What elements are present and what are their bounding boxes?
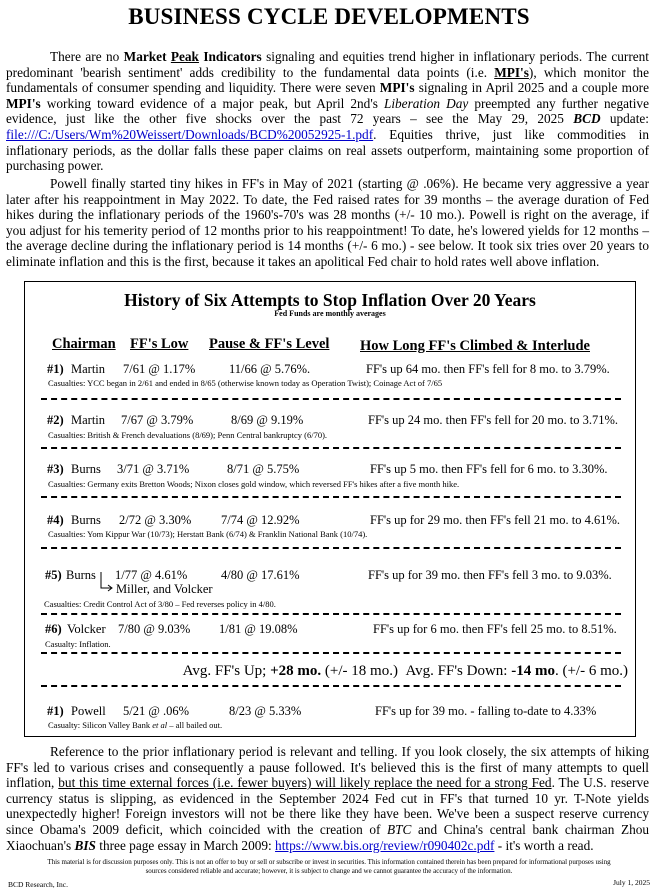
page-title: BUSINESS CYCLE DEVELOPMENTS (128, 4, 530, 29)
casualties-note: Casualties: British & French devaluations (8/69); Penn Central bankruptcy (6/70). (48, 430, 328, 440)
row-divider (41, 613, 621, 615)
powell-paragraph: Powell finally started tiny hikes in FF's in May of 2021 (starting @ .06%). He became very aggressive a year later after his reappointment in May 2022. To date, the Fed raised rates for 39 months – the average duration of Fed hikes during the inflationary periods of the 1960's-70's was 28 months (+/- 10 mo.). Powell is right on the average, if you adjust for his temerity period of 12 months prior to his reappointment! To date, he's lowered yields for 12 months – the average decline during the inflationary period is 14 months (+/- 6 mo.) - see below. It took six tries over 20 years to eliminate inflation and this is the first, because it takes an apolitical Fed chair to hold rates well above inflation. (6, 176, 649, 269)
casualties-note: Casualties: YCC began in 2/61 and ended in 8/65 (otherwise known today as Operation Twist); Coinage Act of 7/65 (48, 378, 443, 388)
row-divider (41, 496, 621, 498)
row-divider (41, 447, 621, 449)
row-divider (41, 547, 621, 549)
row-divider (41, 685, 621, 687)
publication-date: July 1, 2025 (613, 878, 650, 887)
header-chairman: Chairman (52, 336, 116, 352)
bcd-update-link[interactable]: file:///C:/Users/Wm%20Weissert/Downloads/BCD%20052925-1.pdf (6, 126, 374, 142)
table-subtitle: Fed Funds are monthly averages (274, 309, 386, 318)
reference-paragraph: Reference to the prior inflationary period is relevant and telling. If you look closely, the six attempts of hiking FF's led to various crises and consequently a pause followed. It's believed this is the first of many attempts to quell inflation, but this time external forces (i.e. fewer buyers) will likely replace the need for a strong Fed. The U.S. reserve currency status is slipping, as evidenced in the September 2024 Fed cut in FF's that turned 10 yr. T-Note yields unexpectedly higher! Foreign investors will not be there like they have been. We've been a suspect reserve currency since Obama's 2009 deficit, which coincided with the creation of BTC and China's central bank chairman Zhou Xiaochuan's BIS three page essay in March 2009: https://www.bis.org/review/r090402c.pdf - it's worth a read. (6, 744, 650, 853)
average-summary: Avg. FF's Up; +28 mo. (+/- 18 mo.) Avg. FF's Down: -14 mo. (+/- 6 mo.) (182, 663, 628, 679)
disclaimer: This material is for discussion purposes only. This is not an offer to buy or sell or subscribe or invest in securities. This information contained therein has been prepared for informational purposes using sources considered reliable and accurate; however, it is subject to change and we cannot guarantee the accuracy of the information. (47, 858, 611, 875)
casualties-note: Casualties: Credit Control Act of 3/80 – Fed reverses policy in 4/80. (44, 599, 276, 609)
row-divider (41, 652, 621, 654)
header-ff-low: FF's Low (130, 336, 189, 352)
casualties-note: Casualty: Silicon Valley Bank et al – all bailed out. (48, 720, 223, 730)
bis-essay-link[interactable]: https://www.bis.org/review/r090402c.pdf (275, 837, 495, 853)
casualties-note: Casualties: Germany exits Bretton Woods; Nixon closes gold window, which reversed FF's hikes after a five month hike. (48, 479, 460, 489)
header-climb: How Long FF's Climbed & Interlude (360, 338, 590, 354)
successor-arrow-icon (99, 572, 115, 594)
table-title: History of Six Attempts to Stop Inflation Over 20 Years (124, 290, 536, 310)
publisher-name: BCD Research, Inc. (8, 880, 68, 889)
header-pause: Pause & FF's Level (209, 336, 330, 352)
fed-history-table: History of Six Attempts to Stop Inflation Over 20 Years Fed Funds are monthly averages Chairman FF's Low Pause & FF's Level How Long FF's Climbed & Interlude #1) Martin 7/61 @ 1.17% 11/66 @ 5.76%. FF's up 64 mo. then FF's fell for 8 mo. to 3.79%. Casualties: YCC began in 2/61 and ended in 8/65 (otherwise known today as Operation Twist); Coinage Act of 7/65 #2) Martin 7/67 @ 3.79% 8/69 @ 9.19% FF's up 24 mo. then FF's fell for 20 mo. to 3.71%. Casualties: British & French devaluations (8/69); Penn Central bankruptcy (6/70). #3) Burns 3/71 @ 3.71% 8/71 @ 5.75% FF's up 5 mo. then FF's fell for 6 mo. to 3.30%. Casualties: Germany exits Bretton Woods; Nixon closes gold window, which reversed FF's hikes after a five month hike. #4) Burns 2/72 @ 3.30% 7/74 @ 12.92% FF's up for 29 mo. then FF's fell 21 mo. to 4.61%. Casualties: Yom Kippur War (10/73); Herstatt Bank (6/74) & Franklin National Bank (10/74). #5) Burns 1/77 @ 4.61% 4/80 @ 17.61% FF's up for 39 mo. then FF's fell 3 mo. to 9.03%. Miller, and Volcker Casualties: Credit Control Act of 3/80 – Fed reverses policy in 4/80. #6) Volcker 7/80 @ 9.03% 1/81 @ 19.08% FF's up for 6 mo. then FF's fell 25 mo. to 8.51%. Casualty: Inflation. Avg. FF's Up; +28 mo. (+/- 18 mo.) Avg. FF's Down: -14 mo. (+/- 6 mo.) #1) Powell 5/21 @ .06% 8/23 @ 5.33% FF's up for 39 mo. - falling to-date to 4.33% Casualty: Silicon Valley Bank et al – all bailed out. (24, 281, 636, 737)
row-divider (41, 398, 621, 400)
intro-paragraph: There are no Market Peak Indicators signaling and equities trend higher in inflationary periods. The current predominant 'bearish sentiment' adds credibility to the fundamental data points (i.e. MPI's), which monitor the fundamentals of consumer spending and liquidity. There were seven MPI's signaling in April 2025 and a couple more MPI's working toward evidence of a major peak, but April 2nd's Liberation Day preempted any further negative evidence, just like the other five shocks over the past 72 years – see the May 29, 2025 BCD update: file:///C:/Users/Wm%20Weissert/Downloads/BCD%20052925-1.pdf. Equities thrive, just like commodities in inflationary periods, as the dollar falls these paper claims on real assets outperform, maintaining some proportion of purchasing power. (6, 49, 649, 174)
successor-label: Miller, and Volcker (116, 582, 213, 596)
casualties-note: Casualty: Inflation. (45, 639, 111, 649)
casualties-note: Casualties: Yom Kippur War (10/73); Herstatt Bank (6/74) & Franklin National Bank (10/74). (48, 529, 368, 539)
